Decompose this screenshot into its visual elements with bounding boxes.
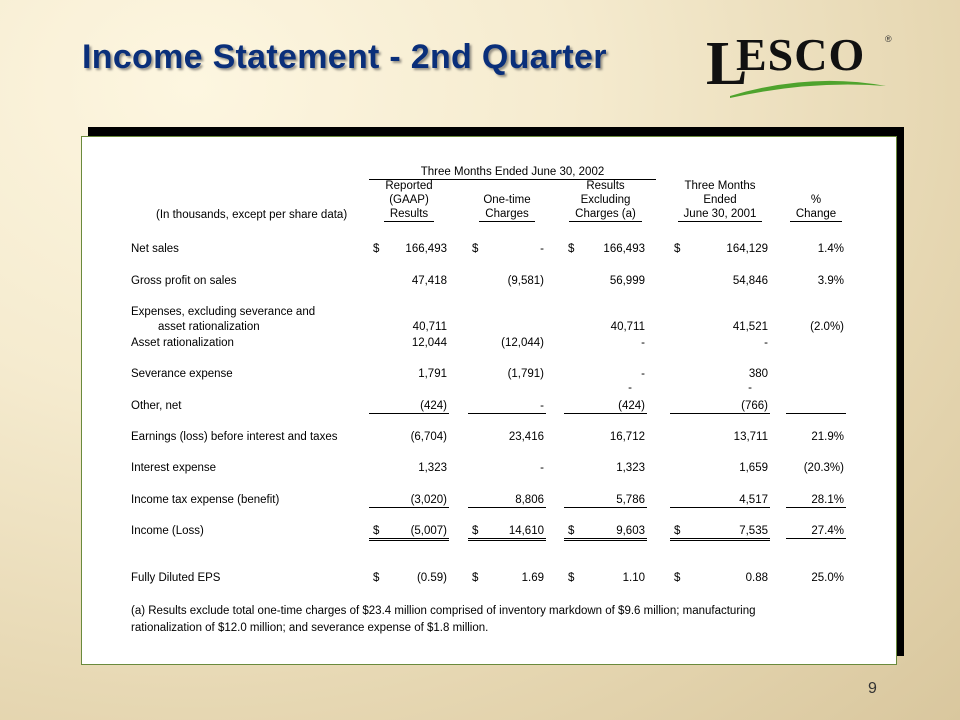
- table-cell: [369, 367, 449, 381]
- table-row: [82, 274, 896, 288]
- column-header-line: (GAAP): [389, 194, 429, 206]
- table-cell: [786, 461, 846, 475]
- currency-symbol: $: [674, 525, 681, 537]
- logo-letter: L: [706, 30, 748, 98]
- table-cell: [786, 367, 846, 381]
- row-label: Income tax expense (benefit): [131, 494, 280, 506]
- logo-text: ESCO: [736, 29, 866, 80]
- cell-value: (9,581): [507, 275, 544, 287]
- cell-value: 0.88: [745, 572, 768, 584]
- table-row: [82, 461, 896, 475]
- cell-value: (0.59): [416, 572, 447, 584]
- currency-symbol: $: [674, 572, 681, 584]
- units-note: (In thousands, except per share data): [156, 209, 348, 221]
- table-cell: [468, 571, 546, 585]
- table-cell: [670, 274, 770, 288]
- stray-dash: -: [748, 382, 752, 394]
- table-cell: [564, 320, 647, 334]
- table-cell: [670, 524, 770, 541]
- slide-title: Income Statement - 2nd Quarter: [82, 38, 607, 76]
- column-header-line: [786, 179, 846, 193]
- currency-symbol: $: [568, 525, 575, 537]
- table-cell: [564, 367, 647, 381]
- cell-value: (20.3%): [803, 462, 844, 474]
- cell-value: -: [540, 243, 544, 255]
- cell-value: 13,711: [733, 431, 768, 443]
- table-cell: [786, 399, 846, 414]
- cell-value: (2.0%): [810, 321, 844, 333]
- cell-value: 54,846: [732, 275, 768, 287]
- row-label: asset rationalization: [158, 321, 260, 333]
- column-header: [564, 179, 647, 222]
- footnote-line: (a) Results exclude total one-time charges of $23.4 million comprised of inventory markdown of $9.6 million; manufacturing: [131, 605, 756, 617]
- cell-value: 47,418: [411, 275, 447, 287]
- cell-value: (3,020): [410, 494, 447, 506]
- table-cell: [564, 461, 647, 475]
- cell-value: 9,603: [616, 525, 645, 537]
- table-cell: [468, 320, 546, 334]
- table-cell: [786, 524, 846, 539]
- cell-value: 14,610: [508, 525, 544, 537]
- cell-value: 12,044: [411, 337, 447, 349]
- table-cell: [369, 493, 449, 508]
- table-row: [82, 320, 896, 334]
- table-cell: [564, 430, 647, 444]
- group-header: Three Months Ended June 30, 2002: [369, 166, 656, 180]
- table-cell: [564, 336, 647, 350]
- cell-value: 41,521: [732, 321, 768, 333]
- cell-value: (1,791): [507, 368, 544, 380]
- table-cell: [369, 320, 449, 334]
- currency-symbol: $: [674, 243, 681, 255]
- row-label: Income (Loss): [131, 525, 204, 537]
- table-cell: [468, 493, 546, 508]
- table-cell: [564, 399, 647, 414]
- footnote: [131, 603, 831, 637]
- currency-symbol: $: [472, 243, 479, 255]
- statement-panel: [81, 136, 897, 665]
- table-cell: [786, 274, 846, 288]
- table-cell: [670, 493, 770, 508]
- table-cell: [670, 336, 770, 350]
- table-cell: [670, 461, 770, 475]
- row-label: Other, net: [131, 400, 182, 412]
- column-header: [786, 179, 846, 222]
- table-cell: [369, 399, 449, 414]
- cell-value: -: [540, 462, 544, 474]
- row-label: Asset rationalization: [131, 337, 234, 349]
- income-statement-table: [82, 137, 896, 664]
- cell-value: 1.69: [521, 572, 544, 584]
- table-cell: [786, 493, 846, 508]
- cell-value: 40,711: [610, 321, 645, 333]
- table-cell: [468, 430, 546, 444]
- table-row: [82, 571, 896, 585]
- table-row: [82, 367, 896, 381]
- table-cell: [670, 242, 770, 256]
- currency-symbol: $: [472, 572, 479, 584]
- cell-value: 27.4%: [811, 525, 844, 537]
- table-cell: [468, 524, 546, 541]
- cell-value: 3.9%: [817, 275, 844, 287]
- column-header-line: Charges (a): [569, 208, 642, 222]
- column-header: [468, 179, 546, 222]
- column-header-line: [468, 179, 546, 193]
- table-cell: [564, 274, 647, 288]
- table-cell: [369, 524, 449, 541]
- cell-value: 1,323: [616, 462, 645, 474]
- table-cell: [468, 461, 546, 475]
- row-label: Gross profit on sales: [131, 275, 237, 287]
- cell-value: 166,493: [603, 243, 645, 255]
- table-cell: [670, 367, 770, 381]
- table-cell: [564, 493, 647, 508]
- table-cell: [670, 399, 770, 414]
- table-row: [82, 399, 896, 413]
- cell-value: 8,806: [515, 494, 544, 506]
- cell-value: 5,786: [616, 494, 645, 506]
- table-cell: [468, 336, 546, 350]
- table-cell: [369, 274, 449, 288]
- cell-value: 56,999: [609, 275, 645, 287]
- row-label: Earnings (loss) before interest and taxes: [131, 431, 338, 443]
- table-row: [82, 430, 896, 444]
- currency-symbol: $: [373, 243, 380, 255]
- table-cell: [786, 571, 846, 585]
- table-cell: [670, 430, 770, 444]
- table-cell: [369, 336, 449, 350]
- cell-value: (12,044): [501, 337, 544, 349]
- row-label: Expenses, excluding severance and: [131, 306, 316, 318]
- cell-value: 1,323: [418, 462, 447, 474]
- footnote-line: rationalization of $12.0 million; and severance expense of $1.8 million.: [131, 622, 489, 634]
- stray-dash: -: [628, 382, 632, 394]
- table-cell: [468, 274, 546, 288]
- cell-value: 4,517: [739, 494, 768, 506]
- cell-value: (6,704): [410, 431, 447, 443]
- table-cell: [369, 461, 449, 475]
- table-row: [82, 305, 896, 319]
- row-label: Fully Diluted EPS: [131, 572, 221, 584]
- table-cell: [786, 336, 846, 350]
- cell-value: 16,712: [609, 431, 645, 443]
- cell-value: -: [540, 400, 544, 412]
- column-header-line: One-time: [483, 194, 531, 206]
- currency-symbol: $: [472, 525, 479, 537]
- cell-value: 164,129: [726, 243, 768, 255]
- logo-registered: ®: [885, 34, 892, 44]
- lesco-logo: [700, 22, 900, 100]
- table-cell: [369, 571, 449, 585]
- table-cell: [468, 367, 546, 381]
- cell-value: 7,535: [739, 525, 768, 537]
- logo-swoosh: [730, 81, 886, 98]
- table-cell: [564, 524, 647, 541]
- cell-value: 380: [748, 368, 768, 380]
- column-header-line: Three Months: [684, 180, 756, 192]
- cell-value: (424): [618, 400, 645, 412]
- cell-value: (424): [420, 400, 447, 412]
- table-cell: [670, 320, 770, 334]
- column-header-line: June 30, 2001: [678, 208, 763, 222]
- cell-value: 23,416: [508, 431, 544, 443]
- table-cell: [564, 571, 647, 585]
- cell-value: 1,791: [418, 368, 447, 380]
- cell-value: 25.0%: [811, 572, 844, 584]
- table-row: [82, 493, 896, 507]
- table-cell: [564, 242, 647, 256]
- cell-value: 1.10: [622, 572, 645, 584]
- cell-value: (5,007): [410, 525, 447, 537]
- column-header: [369, 179, 449, 222]
- table-cell: [468, 242, 546, 256]
- cell-value: (766): [741, 400, 768, 412]
- currency-symbol: $: [568, 243, 575, 255]
- cell-value: 1.4%: [817, 243, 844, 255]
- currency-symbol: $: [568, 572, 575, 584]
- column-header-line: %: [810, 194, 822, 206]
- page-number: 9: [868, 680, 877, 697]
- column-header-line: Results: [384, 208, 434, 222]
- table-cell: [786, 242, 846, 256]
- table-cell: [369, 430, 449, 444]
- cell-value: -: [764, 337, 768, 349]
- column-header: [670, 179, 770, 222]
- column-header-line: Excluding: [580, 194, 631, 206]
- table-row: [82, 336, 896, 350]
- table-row: [82, 242, 896, 256]
- table-cell: [468, 399, 546, 414]
- table-cell: [786, 430, 846, 444]
- column-header-line: Change: [790, 208, 842, 222]
- table-cell: [786, 320, 846, 334]
- row-label: Net sales: [131, 243, 179, 255]
- cell-value: 40,711: [412, 321, 447, 333]
- currency-symbol: $: [373, 525, 380, 537]
- column-header-line: Results: [586, 180, 625, 192]
- row-label: Severance expense: [131, 368, 233, 380]
- table-cell: [369, 242, 449, 256]
- column-header-line: Reported: [385, 180, 433, 192]
- cell-value: 166,493: [405, 243, 447, 255]
- cell-value: -: [641, 337, 645, 349]
- column-header-line: Charges: [479, 208, 534, 222]
- column-header-line: Ended: [703, 194, 737, 206]
- cell-value: -: [641, 368, 645, 380]
- table-row: [82, 524, 896, 538]
- row-label: Interest expense: [131, 462, 217, 474]
- cell-value: 21.9%: [811, 431, 844, 443]
- cell-value: 28.1%: [811, 494, 844, 506]
- cell-value: 1,659: [739, 462, 768, 474]
- table-cell: [670, 571, 770, 585]
- currency-symbol: $: [373, 572, 380, 584]
